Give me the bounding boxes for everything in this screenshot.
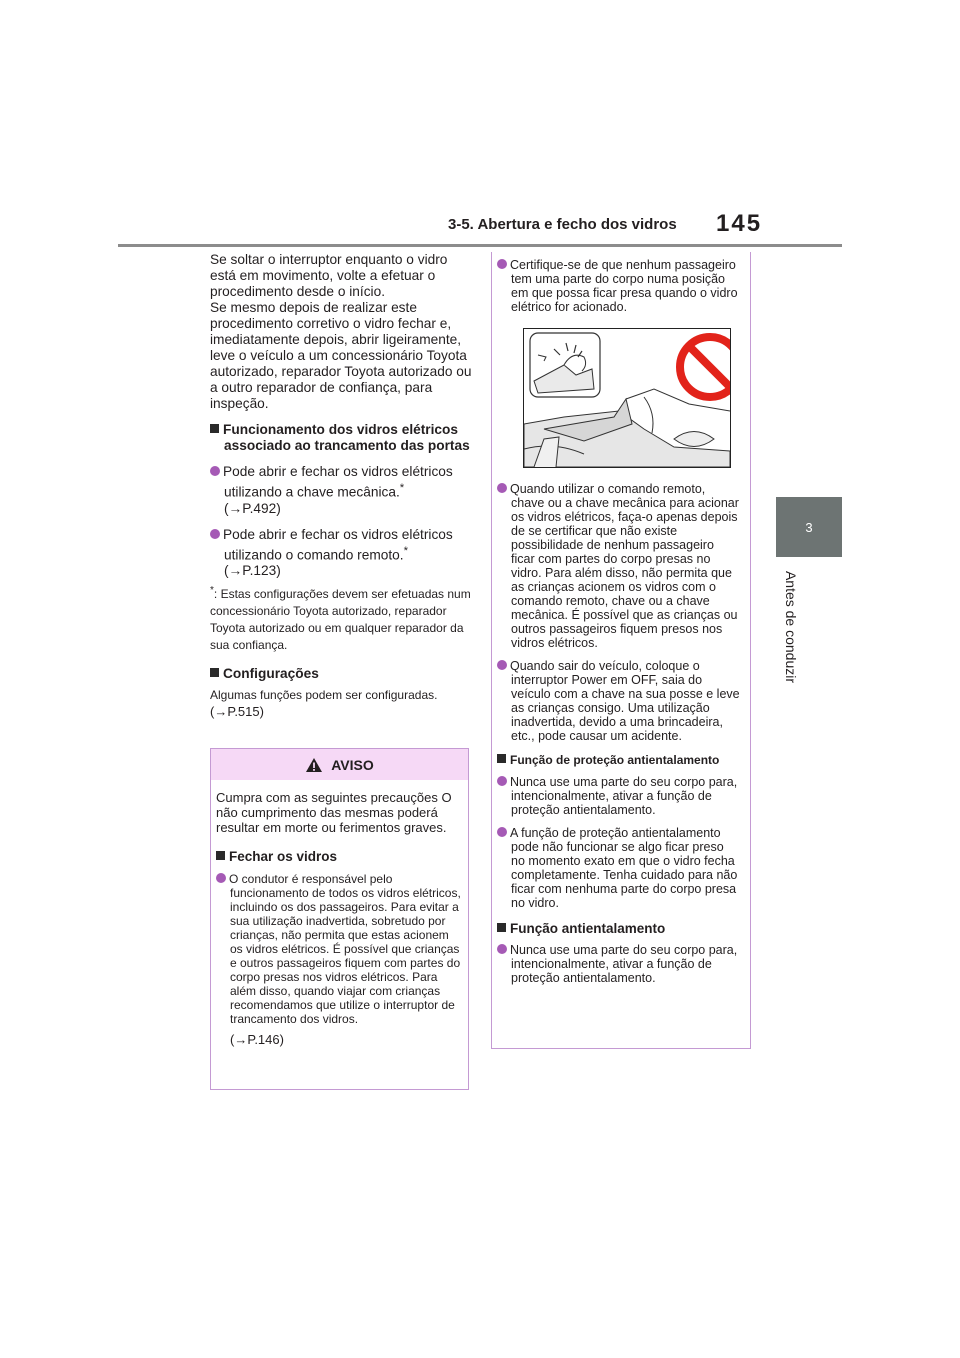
- warning-title: AVISO: [331, 756, 374, 773]
- warning-intro: Cumpra com as seguintes precauções O não cumprimento das mesmas poderá resultar em morte ou ferimentos graves.: [216, 790, 452, 835]
- bullet-passenger-body: [497, 258, 740, 314]
- page-reference-link[interactable]: (→P.146): [230, 1032, 284, 1047]
- square-bullet-icon: [216, 851, 225, 860]
- bullet-text: Nunca use uma parte do seu corpo para, intencionalmente, ativar a função de proteção antientalamento.: [510, 775, 738, 817]
- bullet-never-use-body: [497, 775, 740, 817]
- subheading-protecao-antientalamento: [497, 753, 740, 767]
- warning-header: [211, 749, 468, 780]
- bullet-text: Pode abrir e fechar os vidros elétricos utilizando o comando remoto.: [223, 526, 453, 563]
- page-reference-link[interactable]: (→P.123): [224, 563, 281, 579]
- footnote-text: Estas configurações devem ser efetuadas num concessionário Toyota autorizado, reparador Toyota autorizado ou em qualquer reparador da sua confiança.: [210, 587, 471, 653]
- page-reference-link[interactable]: (→P.515): [210, 704, 264, 720]
- bullet-dot-icon: [210, 529, 220, 539]
- bullet-mechanical-key: [210, 464, 472, 517]
- bullet-dot-icon: [497, 944, 507, 954]
- square-bullet-icon: [210, 668, 219, 677]
- intro-paragraph-1: Se soltar o interruptor enquanto o vidro está em movimento, volte a efetuar o procedimento desde o início.: [210, 252, 448, 299]
- subheading-text: Configurações: [223, 666, 319, 682]
- bullet-text: O condutor é responsável pelo funcionamento de todos os vidros elétricos, incluindo os dos passageiros. Para evitar a sua utilização inadvertida, sobretudo por crianças, não permita que estas acionem os vidros elétricos. É possível que crianças e outros passageiros fiquem com partes do corpo presas nos vidros elétricos. Para além disso, quando viajar com crianças recomendamos que utilize o interruptor de trancamento dos vidros.: [229, 872, 461, 1026]
- bullet-dot-icon: [497, 776, 507, 786]
- footnote-mark: *: [210, 585, 214, 597]
- chapter-tab: 3: [776, 497, 842, 557]
- bullet-dot-icon: [216, 873, 226, 883]
- subheading-fechar-vidros: [216, 849, 463, 864]
- bullet-text: A função de proteção antientalamento pode não funcionar se algo ficar preso no momento exato em que o vidro fecha completamente. Tenha cuidado para não ficar com nenhuma parte do corpo presa no vidro.: [510, 826, 738, 910]
- warning-bullet: [216, 872, 463, 1026]
- subheading-configuracoes: [210, 666, 472, 682]
- bullet-dot-icon: [497, 827, 507, 837]
- chapter-title: Antes de conduzir: [783, 570, 799, 684]
- prohibition-illustration: [523, 328, 731, 468]
- left-column: [210, 252, 472, 720]
- intro-paragraph-2: Se mesmo depois de realizar este procedimento corretivo o vidro fechar e, imediatamente depois, abrir ligeiramente, leve o veículo a um concessionário Toyota autorizado, reparador Toyota autorizado ou a outro reparador de confiança, para inspeção.: [210, 300, 472, 411]
- bullet-leaving-vehicle: [497, 659, 740, 743]
- section-title: 3-5. Abertura e fecho dos vidros: [448, 216, 677, 233]
- bullet-text: Nunca use uma parte do seu corpo para, intencionalmente, ativar a função de proteção antientalamento.: [510, 943, 738, 985]
- bullet-never-use-body-2: [497, 943, 740, 985]
- subheading-text: Função antientalamento: [510, 921, 666, 936]
- square-bullet-icon: [497, 923, 506, 932]
- config-text: Algumas funções podem ser configuradas.: [210, 688, 438, 703]
- warning-box: [210, 748, 469, 1090]
- subheading-door-lock: [210, 422, 472, 454]
- bullet-remote-operation: [497, 482, 740, 650]
- chapter-label: [777, 563, 805, 691]
- bullet-text: Quando utilizar o comando remoto, chave ou a chave mecânica para acionar os vidros elétricos, faça-o apenas depois de se certificar que não existe possibilidade de nenhum passageiro ficar com partes do corpo presas no vidro. Para além disso, não permita que as crianças acionem os vidros com o comando remoto, chave ou a chave mecânica. É possível que as crianças ou outros passageiros fiquem presos nos vidros elétricos.: [510, 482, 739, 650]
- subheading-text: Função de proteção antientalamento: [510, 753, 720, 767]
- bullet-dot-icon: [497, 483, 507, 493]
- subheading-text: Funcionamento dos vidros elétricos associado ao trancamento das portas: [223, 422, 470, 453]
- page-number: 145: [716, 210, 763, 237]
- footnote-mark: *: [403, 544, 409, 557]
- bullet-dot-icon: [497, 660, 507, 670]
- bullet-may-not-work: [497, 826, 740, 910]
- square-bullet-icon: [210, 424, 219, 433]
- warning-body: [211, 780, 468, 1047]
- bullet-text: Pode abrir e fechar os vidros elétricos utilizando a chave mecânica.: [223, 464, 453, 500]
- bullet-text: Certifique-se de que nenhum passageiro tem uma parte do corpo numa posição em que possa ficar presa quando o vidro elétrico for acionado.: [510, 258, 738, 314]
- subheading-text: Fechar os vidros: [229, 849, 338, 864]
- footnote: *: Estas configurações devem ser efetuadas num concessionário Toyota autorizado, reparador Toyota autorizado ou em qualquer reparador da sua confiança.: [210, 585, 471, 653]
- warning-triangle-icon: [305, 757, 323, 773]
- footnote-mark: *: [399, 482, 405, 494]
- page-reference-link[interactable]: (→P.492): [224, 500, 281, 516]
- square-bullet-icon: [497, 754, 506, 763]
- bullet-dot-icon: [497, 259, 507, 269]
- warning-continuation-body: [492, 252, 750, 985]
- bullet-remote: [210, 527, 472, 580]
- window-pinch-illustration: [524, 329, 730, 467]
- bullet-dot-icon: [210, 466, 220, 476]
- header-rule: [118, 244, 842, 247]
- bullet-text: Quando sair do veículo, coloque o interruptor Power em OFF, saia do veículo com a chave na sua posse e leve as crianças consigo. Uma utilização inadvertida, devido a uma brincadeira, etc., pode causar um acidente.: [510, 659, 740, 743]
- subheading-antientalamento: [497, 922, 740, 936]
- warning-continuation-box: [491, 252, 751, 1049]
